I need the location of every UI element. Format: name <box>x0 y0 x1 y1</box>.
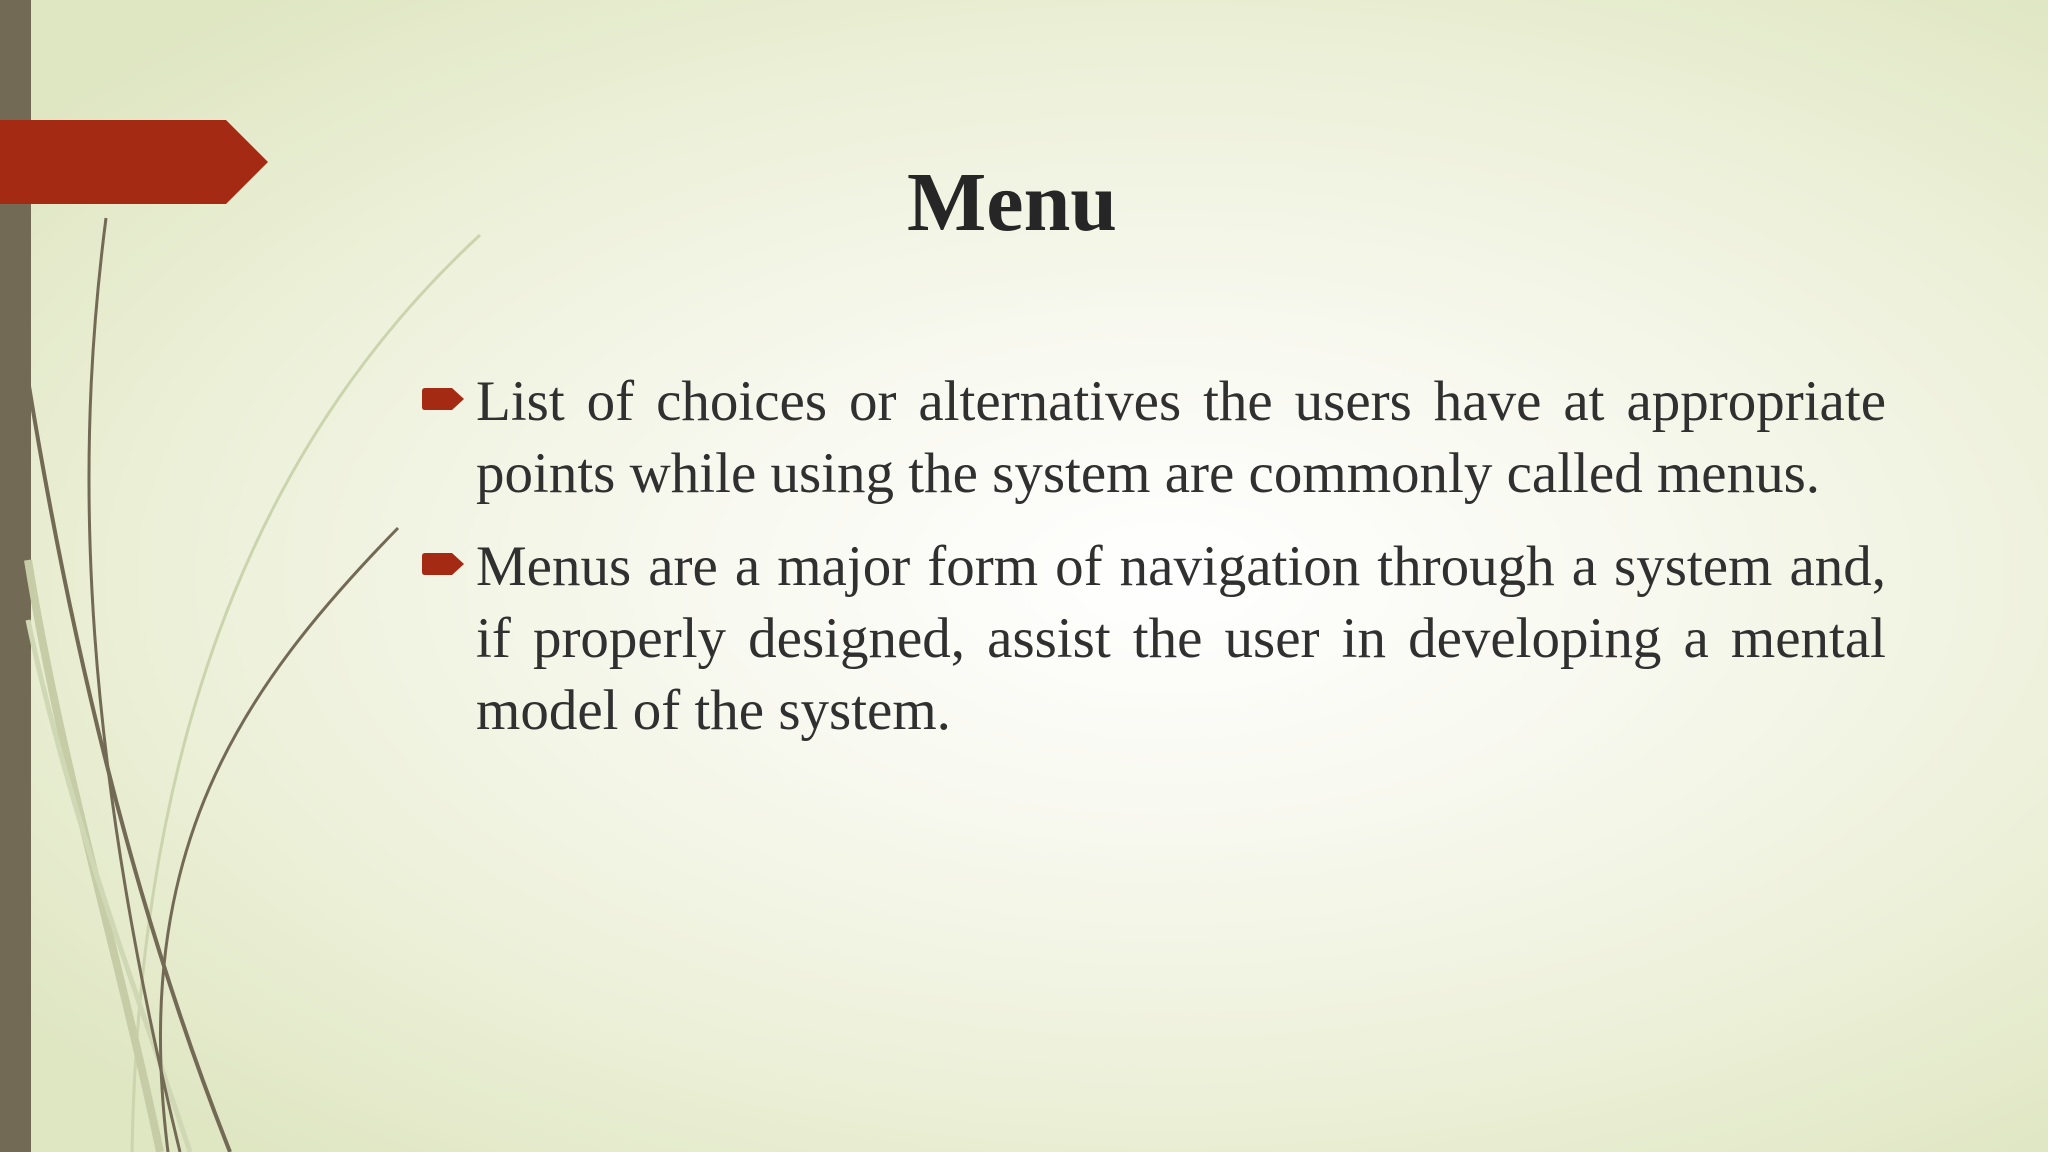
bullet-list <box>420 366 1886 768</box>
bullet-text: Menus are a major form of navigation through a system and, if properly designed, assist the user in developing a mental model of the system. <box>476 535 1886 742</box>
bullet-item <box>420 366 1886 510</box>
bullet-item <box>420 531 1886 747</box>
arrow-bullet-icon <box>422 553 464 575</box>
arrow-bullet-icon <box>422 388 464 410</box>
slide-title: Menu <box>907 156 1117 249</box>
bullet-text: List of choices or alternatives the users have at appropriate points while using the system are commonly called menus. <box>476 370 1886 505</box>
